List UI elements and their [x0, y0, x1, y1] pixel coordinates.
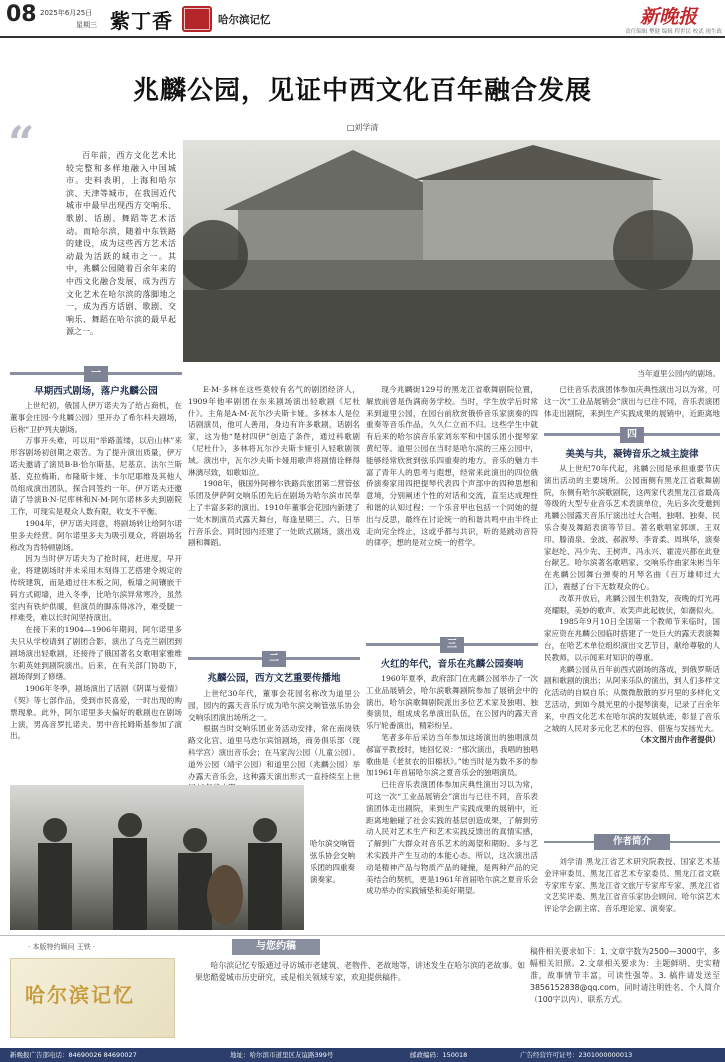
column-name: 哈尔滨记忆 [218, 14, 271, 26]
promo-logo [10, 958, 175, 1038]
author-bio-title: 作者简介 [594, 834, 670, 850]
promo-title: 与您约稿 [232, 939, 320, 955]
image-credit: （本文图片由作者提供） [636, 735, 720, 745]
ad-license: 广告经营许可证号：2301000000013 [520, 1051, 633, 1059]
article-title: 兆麟公园，见证中西文化百年融合发展 [132, 76, 592, 106]
section3-number: 三 [440, 637, 464, 653]
section2-number: 二 [262, 651, 286, 667]
section2-title: 兆麟公园，西方文艺重要传播地 [207, 673, 341, 684]
paragraph: 在接下来的1904—1906年期间，阿尔诺里多夫只从学校请到了剧团合影，演出了乌克兰剧团到剧场演出轻歌剧，还接待了俄国著名女歌唱家雅维尔莉英娃到剧院演出。后来，在有关部门协助下，剧场得到了修缮。 [10, 625, 182, 682]
paragraph: 根据当时交响乐团业务活动安排，常在南岗铁路文化宫、道里马迭尔宾馆剧场，商务俱乐部（现科学宫）演出音乐会；在马家沟公园（儿童公园）、道外公园（靖宇公园）和道里公园（兆麟公园）举办露天音乐会，这种露天演出形式一直持续至上世 [188, 724, 360, 781]
postal-code: 邮政编码：150018 [410, 1051, 468, 1059]
section1-body-cont [188, 384, 360, 640]
quartet-illustration [10, 785, 304, 930]
seal-icon [184, 8, 210, 30]
promo-logo-text: 哈尔滨记忆 [25, 983, 135, 1007]
section4-title: 美美与共，凝铸音乐之城主旋律 [565, 449, 699, 460]
section-seal [182, 6, 212, 32]
section1-body [10, 400, 182, 780]
section4-number: 四 [620, 427, 644, 443]
paragraph: 从上世纪70年代起，兆麟公园是承担重要节庆演出活动的主要场所。公园南侧有黑龙江省歌舞剧院，东侧有哈尔滨歌剧院，这两家代表黑龙江省最高等级的大型专业音乐艺术表演单位，先后多次受邀到兆麟公园露天音乐厅演出过大合唱、独唱、独奏、民乐合奏及舞蹈表演等节目。著名歌唱家郭颂、王双印、滕清泉、金波、郝淑琴、李青柔、周琪华，演奏家赵纶、冯少先、王树声、冯永兴、霍凌兴都在此登台献艺。哈尔滨著名歌唱家、交响乐作曲家朱彬当年在兆麟公园舞台弹奏的月琴名曲《百万雄师过大江》，震撼了台下无数观众的心。 [544, 464, 720, 591]
paragraph: 笔者多年后采访当年参加这场演出的独唱演员郝富平教授时，她回忆说：“那次演出，我唱的独唱歌曲是《老贫农的旧棉袄》。”她当时是为数不多的参加1961年首届哈尔滨之夏音乐会的独唱演员。 [366, 732, 538, 778]
section2-body-cont [366, 384, 538, 640]
page-header [0, 0, 725, 38]
photo2-caption: 哈尔滨交响管弦乐协会交响乐团的四重奏演奏家。 [310, 839, 355, 884]
park-theater-photo [183, 140, 720, 362]
paragraph: 兆麟公园从百年前西式剧场的落成，到俄罗斯话剧和歌剧的演出；从阿来乐队的演出，到人们多样文化活动的自娱自乐；从微微散散的岁月里的多样化文艺活动，到如今晨光里的小提琴演奏，记录了百余年来，中西文化艺术在哈尔滨的发展轨迹，彰显了音乐之城的人民对多元化艺术的包容、借鉴与发扬光大。 [544, 664, 720, 733]
address: 地址：哈尔滨市道里区友谊路399号 [230, 1051, 334, 1059]
article-author: □刘学清 [346, 123, 379, 132]
section3-title: 火红的年代，音乐在兆麟公园奏响 [380, 659, 524, 670]
paper-logo: 新晚报 [640, 6, 698, 28]
page-number: 08 [6, 2, 37, 27]
paragraph: 因为当时伊万诺夫为了抢时间，赶进度，早开业，将建剧场时并未采用木刻得工艺搭建令规定的传统建筑，而是通过往木板之间，板墙之间镶嵌干码方式砌墙，进入冬季，比哈尔滨异常寒冷，虽然室内有铁炉供暖，但演员的脚冻得冰冷，难受腿一样难受，难以长时间坚持演出。 [10, 554, 182, 623]
bottom-info-bar [0, 1048, 725, 1062]
promo-text-2: 稿件相关要求如下：1. 文章字数为2500—3000字，多幅相关旧照。2.文章相关要求为：主题鲜明、史实精准，故事情节丰富，可读性强等。3. 稿件请发送至3856152838@qq.com，同时请注明姓名、个人简介（100字以内）、联系方式。 [530, 947, 720, 1004]
park-theater-illustration [183, 140, 720, 362]
promo-text-1: 哈尔滨记忆专版通过寻访城市老建筑、老物件、老故地等，讲述发生在哈尔滨的老故事。如果您酷爱城市历史研究，或是相关领域专家，欢迎提供稿件。 [195, 961, 525, 982]
paragraph: 上世纪初，俄国人伊万诺夫为了给占商机，在董事会庄园·今兆麟公园）里开办了希尔科夫剧场，后称“卫护列夫剧场。 [10, 401, 182, 434]
issue-date: 2025年6月25日 [40, 9, 93, 17]
issue-weekday: 星期三 [76, 21, 97, 29]
editor-credits: 责任编辑 樊健 编辑 程世民 校武 视生政 [625, 29, 722, 35]
paragraph: 1960年夏季，政府部门在兆麟公园举办了一次工业品展销会，哈尔滨歌舞剧院参加了展销会中的演出，哈尔滨歌舞剧院派出多位艺术家及独唱、独奏演员，组成成名单演出队伍，在公园内的露天音乐厅轮番演出，精彩纷呈。 [366, 674, 538, 731]
paragraph: 现今兆麟街129号的黑龙江省歌舞剧院位置，解放前曾是伪满商务学校。当时，学生放学后时常来到道里公园，在园台前欣赏俄侨音乐家演奏的四重奏等音乐作品，久久仁立而不归。这些学生中就有后来的哈尔滨音乐家刘东军和中国乐团小提琴家黄纪等。道里公园在当时是哈尔滨的三座公园中，能够经常欣赏到弦乐四重奏的地方。音乐的魅力丰富了青年人的思考与遐想，经常来此演出的四位俄侨演奏家用四把提琴代表四个声部中的四种思想和意境，分别阐述个性的对话和交流，直至达成理性和谐的认知过程；一个乐音甲也包括一个同她的提出与反思，最终在讨论统一的和谐共鸣中由半终止走向完全终止，这或乎都与共识，听的是跳动音符的律亭，想的是对立统一的哲学。 [366, 385, 538, 548]
quartet-photo [10, 785, 304, 930]
section3-body-cont [544, 384, 720, 418]
ad-phone: 新晚报广告部电话：84690026 84690027 [10, 1051, 137, 1059]
author-bio-text: 刘学清 黑龙江省艺术研究院教授、国家艺术基金评审委员、黑龙江省艺术专家委员、黑龙江省文联专家库专家、黑龙江省文旅厅专家库专家、黑龙江省文艺奖评委、黑龙江省音乐家协会顾问、哈尔滨艺术评论学会副主席、音乐理论家、演奏家。 [544, 857, 720, 914]
paragraph: 已往音乐表演团体参加庆典性演出习以为常，可这一次“工业品展销会”演出与已往不同，音乐表演团体走出剧院，来到生产实践成果的展销中，近距离地 [544, 385, 720, 418]
section4-body [544, 463, 720, 829]
paragraph: 1906年冬季，剧场演出了话剧《阴谋与爱情》《契》等七部作品，受到市民喜爱，一时出现的购票现象。此外，阿尔诺里多夫偏好的歌剧也在剧场上演，男高音罗扎诺夫、男中音托姆斯基参加了演出。 [10, 684, 182, 741]
article-intro: 百年前，西方文化艺术比较完整和多样地融入中国城市。史料表明，上海和哈尔滨、天津等城市，在我国近代城市中最早出现西方交响乐、歌剧、话剧、舞蹈等艺术活动。而哈尔滨，随着中东铁路的建设，成为这些西方艺术活动最为活跃的城市之一。其中，兆麟公园随着百余年来的中西文化融合发展，成为西方文化艺术在哈尔滨的落脚地之一，成为西方话剧、歌剧、交响乐、舞蹈在哈尔滨的最早起源之一。 [66, 151, 176, 337]
section1-title: 早期西式剧场，落户兆麟公园 [34, 386, 158, 397]
section3-body [366, 673, 538, 953]
photo1-caption: 当年道里公园内的剧场。 [637, 369, 720, 378]
paragraph: E·M·多林在这些莫较有名气的剧团经济人，1909年他率剧团在东来剧场演出轻歌剧《尼杜什》。主角是A·M·瓦尔沙夫斯卡娅。多林本人是位话剧演员，他可人善用，身边有许多歌剧，话剧名家，这为他“楚材四伊”创造了条件，通过科歌剧《尼杜什》，多林将瓦尔沙夫斯卡娅引入轻歌剧领域。演出中，瓦尔沙夫斯卡娅用歌声将剧情诠释得淋漓尽致，如歌如泣。 [188, 385, 360, 477]
advisor-credit: · 本版特约顾问 王铁 · [28, 943, 96, 951]
paragraph: 1904年，伊万诺夫同意，将剧场转让给阿尔诺里多夫经营。阿尔诺里多夫为吸引观众，将剧场名称改为肯特顿剧场。 [10, 518, 182, 552]
quote-mark-icon: “ [8, 116, 35, 170]
paragraph: 1985年9月10日全国第一个教师节来临时，国家应资在兆麟公园临时搭建了一处巨大的露天表演舞台，在哈艺术单位组织演出文艺节目，献给尊敬的人民教师，以示闻来对知识的尊重。 [544, 617, 720, 662]
section1-number: 一 [84, 366, 108, 382]
section-name: 紫丁香 [110, 9, 173, 33]
paragraph: 已往音乐表演团体参加庆典性演出习以为常，可这一次“工业品展销会”演出与已往不同，音乐表演团体走出剧院，来到生产实践成果的展销中，近距离地触碰了社会实践的基层创造成果，了解到劳动人民对艺术生产和艺术实践反馈出的真情实感，了解到广大群众对音乐艺术的渴望和期盼。多与艺术实践并产生互动的本能心态。所以，这次演出活动是精神产品与物质产品的碰撞，是两种产品的完美结合的契机，更是1961年首届哈尔滨之夏音乐会成功举办的实践铺垫和美好期望。 [366, 780, 538, 896]
paragraph: 上世纪30年代，董事会花园名称改为道里公园，园内的露天音乐厅成为哈尔滨交响管弦乐协会交响乐团演出场所之一。 [188, 689, 360, 722]
paragraph: 改革开放后，兆麟公园生机勃发，夜晚的灯光再亮耀眼，美妙的歌声、欢笑声此起彼伏，如潮似火。 [544, 593, 720, 615]
paragraph: 万事开头难，可以用“举路蓝缕，以启山林”来形容剧场初创期之艰苦。为了提升演出质量，伊万诺夫邀请了演员B·B·恰尔斯基、尼基京、法尔兰斯基、克拉梅斯、布隆斯卡娅、卡尔尼耶维及其他人员组成演出团队，探合同签约一年。伊万诺夫还邀请了导演B·N·尼库林和N·M·阿尔诺林多夫到剧院工作，可现实是观众人数有限，收支不平衡。 [10, 436, 182, 517]
paragraph: 1908年，俄国外阿穆尔铁路兵旅团第二营管弦乐团及伊萨阿交响乐团先后在剧场为哈尔滨市民奉上了丰富多彩的演出。1910年董事会花园内新建了一处木制演员式露天舞台，每逢星期三、六、日举行音乐会。同时园内还建了一处欧式剧场，演出戏剧和舞蹈。 [188, 479, 360, 548]
